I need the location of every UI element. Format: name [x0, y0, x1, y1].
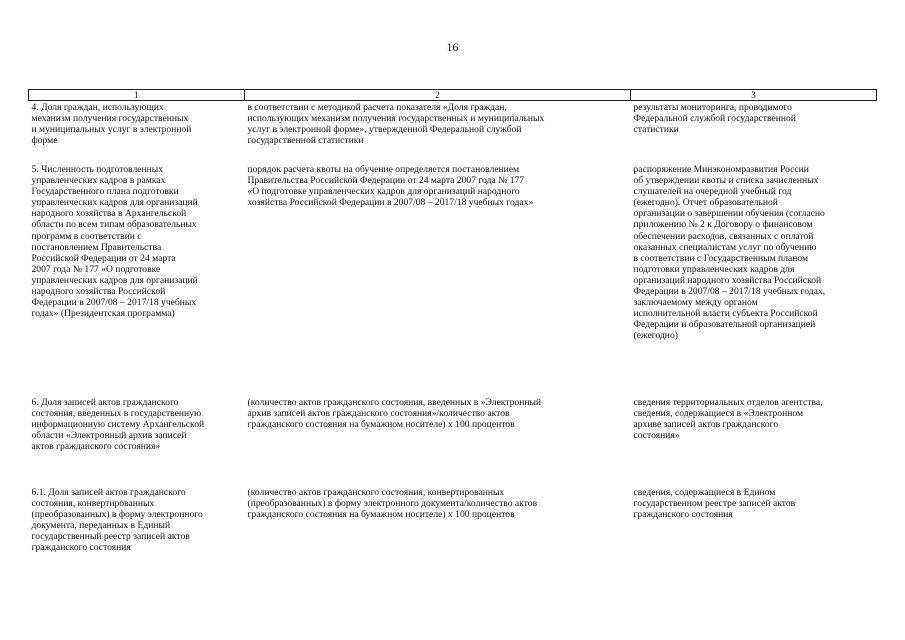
data-source: сведения, содержащиеся в Едином государственном реестре записей актов гражданского состояния: [633, 487, 796, 521]
column-header-2: 2: [245, 90, 631, 101]
table-row: [29, 164, 877, 397]
data-source: распоряжение Минэкономразвития России об утверждении квоты и списка зачисленных слушателей на очередной учебный год (ежегодно). Отчет образовательной организации о завершении обучения (согласно приложению № 2 к Договору о финансовом обеспечении расходов, связанных с оплатой оказанных специалистам услуг по обучению в соответствии с Государственным планом подготовки управленческих кадров для организаций народного хозяйства Российской Федерации в 2007/08 – 2017/18 учебных годах, заключаемому между органом исполнительной власти субъекта Российской Федерации и образовательной организацией (ежегодно): [633, 164, 826, 342]
calculation-method: порядок расчета квоты на обучение определяется постановлением Правительства Российской Федерации от 24 марта 2007 года № 177 «О подготовке управленческих кадров для организаций народного хозяйства Российской Федерации в 2007/08 – 2017/18 учебных годах»: [247, 164, 534, 209]
table-row: [29, 101, 877, 165]
indicator-name: 5. Численность подготовленных управленческих кадров в рамках Государственного плана подготовки управленческих кадров для организаций народного хозяйства в Архангельской области по всем типам образовательных программ в соответствии с постановлением Правительства Российской Федерации от 24 марта 2007 года № 177 «О подготовке управленческих кадров для организаций народного хозяйства Российской Федерации в 2007/08 – 2017/18 учебных годах» (Президентская программа): [31, 164, 198, 320]
data-source: сведения территориальных отделов агентства, сведения, содержащиеся в «Электронном архиве записей актов гражданского состояния»: [633, 397, 823, 442]
column-header-3: 3: [631, 90, 877, 101]
indicator-name: 4. Доля граждан, использующих механизм получения государственных и муниципальных услуг в электронной форме: [31, 102, 192, 147]
table-row: [29, 397, 877, 487]
table-header-row: [29, 90, 877, 101]
table-row: [29, 487, 877, 567]
column-header-1: 1: [29, 90, 245, 101]
indicator-name: 6. Доля записей актов гражданского состояния, введенных в государственную информационную систему Архангельской области «Электронный архив записей актов гражданского состояния»: [31, 397, 205, 453]
calculation-method: в соответствии с методикой расчета показателя «Доля граждан, использующих механизм получения государственных и муниципальных услуг в электронной форме», утвержденной Федеральной службой государственной статистики: [247, 102, 545, 147]
calculation-method: (количество актов гражданского состояния, введенных в »Электронный архив записей актов гражданского состояния»/количество актов гражданского состояния на бумажном носителе) х 100 процентов: [247, 397, 542, 431]
indicator-name: 6.1. Доля записей актов гражданского состояния, конвертированных (преобразованных) в форму электронного документа, переданных в Единый государственный реестр записей актов гражданского состояния: [31, 487, 203, 554]
data-source: результаты мониторинга, проводимого Федеральной службой государственной статистики: [633, 102, 796, 136]
indicators-table: [28, 89, 877, 567]
calculation-method: (количество актов гражданского состояния, конвертированных (преобразованных) в форму электронного документа/количество актов гражданского состояния на бумажном носителе) х 100 процентов: [247, 487, 538, 521]
page-number: 16: [446, 40, 459, 54]
